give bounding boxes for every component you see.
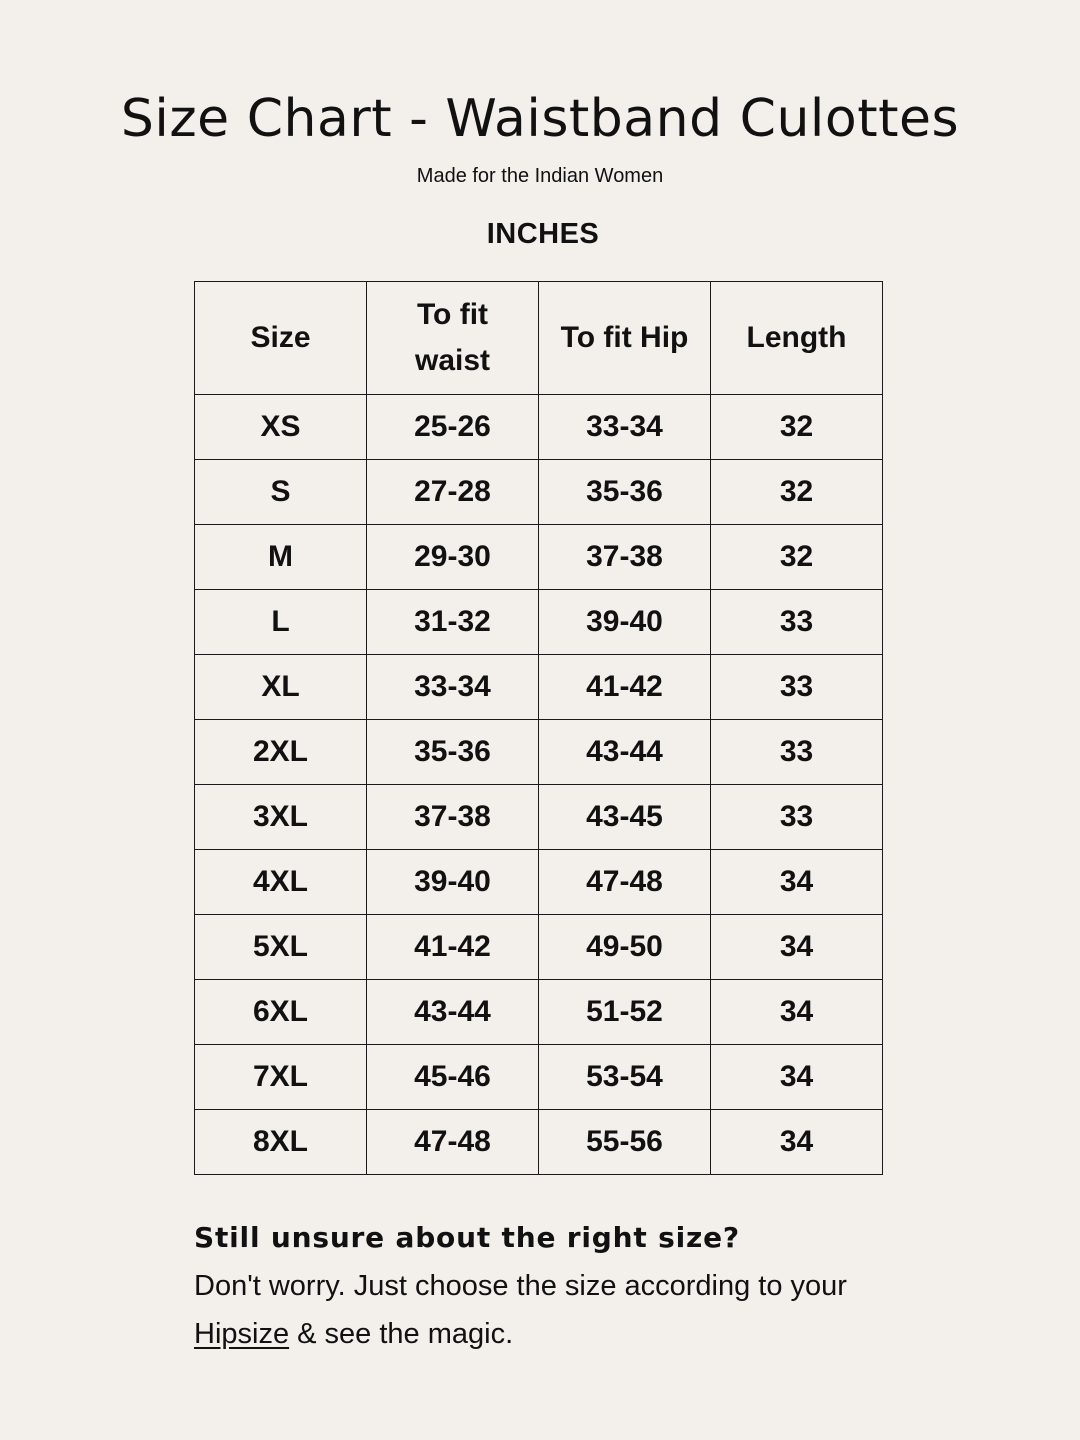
- table-header-row: [195, 282, 883, 395]
- table-row: [195, 525, 883, 590]
- column-header-waist-label: To fit waist: [414, 298, 491, 377]
- cell-waist: 29-30: [367, 525, 539, 590]
- cell-waist: 45-46: [367, 1045, 539, 1110]
- cell-size: XS: [195, 395, 367, 460]
- cell-waist: 39-40: [367, 850, 539, 915]
- cell-hip: 47-48: [539, 850, 711, 915]
- cell-hip: 43-45: [539, 785, 711, 850]
- table-row: [195, 1110, 883, 1175]
- cell-hip: 49-50: [539, 915, 711, 980]
- page-title: Size Chart - Waistband Culottes: [120, 89, 960, 149]
- cell-length: 32: [711, 460, 883, 525]
- cell-size: 3XL: [195, 785, 367, 850]
- cell-waist: 33-34: [367, 655, 539, 720]
- unit-label: INCHES: [486, 218, 600, 250]
- table-row: [195, 980, 883, 1045]
- cell-hip: 53-54: [539, 1045, 711, 1110]
- cell-size: XL: [195, 655, 367, 720]
- cell-length: 33: [711, 655, 883, 720]
- cell-hip: 37-38: [539, 525, 711, 590]
- table-row: [195, 395, 883, 460]
- cell-hip: 35-36: [539, 460, 711, 525]
- column-header-hip: To fit Hip: [539, 282, 711, 395]
- cell-size: 5XL: [195, 915, 367, 980]
- cell-size: L: [195, 590, 367, 655]
- faq-answer: [194, 1262, 914, 1358]
- table-row: [195, 655, 883, 720]
- cell-size: 2XL: [195, 720, 367, 785]
- table-row: [195, 915, 883, 980]
- cell-size: 6XL: [195, 980, 367, 1045]
- cell-hip: 43-44: [539, 720, 711, 785]
- column-header-waist: [367, 282, 539, 395]
- cell-length: 32: [711, 525, 883, 590]
- cell-size: M: [195, 525, 367, 590]
- faq-question: Still unsure about the right size?: [194, 1221, 740, 1254]
- cell-length: 34: [711, 1045, 883, 1110]
- table-row: [195, 460, 883, 525]
- cell-length: 34: [711, 1110, 883, 1175]
- cell-size: 7XL: [195, 1045, 367, 1110]
- cell-waist: 41-42: [367, 915, 539, 980]
- cell-length: 32: [711, 395, 883, 460]
- cell-length: 33: [711, 785, 883, 850]
- table-row: [195, 785, 883, 850]
- column-header-length: Length: [711, 282, 883, 395]
- size-chart-table: [194, 281, 883, 1175]
- cell-hip: 39-40: [539, 590, 711, 655]
- faq-answer-text: Don't worry. Just choose the size according to your: [194, 1270, 847, 1302]
- cell-waist: 37-38: [367, 785, 539, 850]
- cell-waist: 35-36: [367, 720, 539, 785]
- cell-waist: 25-26: [367, 395, 539, 460]
- table-row: [195, 720, 883, 785]
- cell-hip: 33-34: [539, 395, 711, 460]
- cell-length: 34: [711, 980, 883, 1045]
- cell-hip: 41-42: [539, 655, 711, 720]
- cell-waist: 31-32: [367, 590, 539, 655]
- cell-length: 33: [711, 720, 883, 785]
- cell-waist: 43-44: [367, 980, 539, 1045]
- cell-length: 33: [711, 590, 883, 655]
- cell-length: 34: [711, 850, 883, 915]
- table-row: [195, 590, 883, 655]
- cell-hip: 51-52: [539, 980, 711, 1045]
- faq-answer-text-end: & see the magic.: [289, 1318, 514, 1350]
- column-header-size: Size: [195, 282, 367, 395]
- cell-length: 34: [711, 915, 883, 980]
- cell-size: 8XL: [195, 1110, 367, 1175]
- page-subtitle: Made for the Indian Women: [416, 165, 664, 187]
- cell-size: 4XL: [195, 850, 367, 915]
- cell-size: S: [195, 460, 367, 525]
- cell-waist: 27-28: [367, 460, 539, 525]
- table-row: [195, 850, 883, 915]
- cell-waist: 47-48: [367, 1110, 539, 1175]
- hipsize-link[interactable]: Hipsize: [194, 1318, 290, 1350]
- table-row: [195, 1045, 883, 1110]
- cell-hip: 55-56: [539, 1110, 711, 1175]
